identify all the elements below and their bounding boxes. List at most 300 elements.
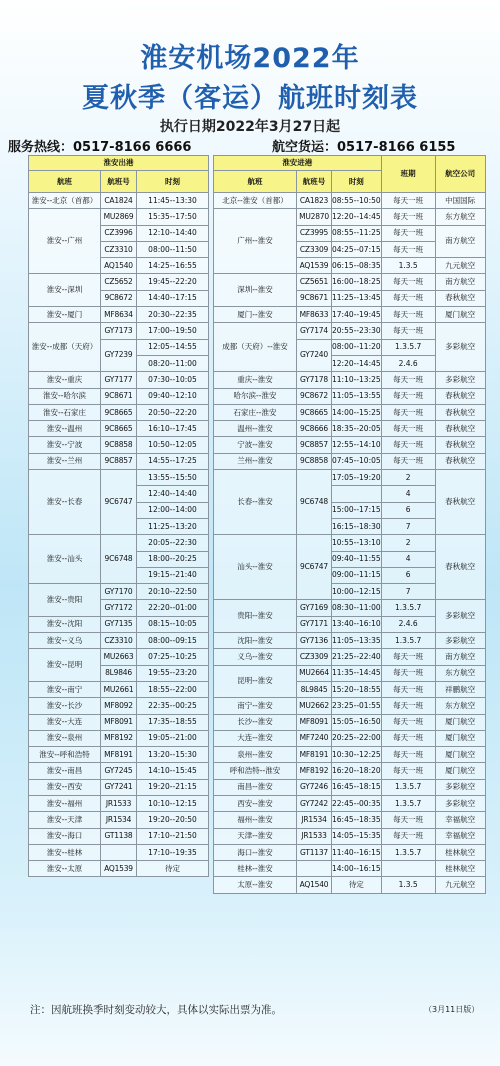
flight-number: CZ5651 xyxy=(297,274,332,290)
flight-time: 16:00--18:25 xyxy=(332,274,382,290)
table-row xyxy=(29,812,209,828)
table-row xyxy=(214,323,486,339)
flight-time: 14:00--15:25 xyxy=(332,404,382,420)
flight-time: 08:00--09:15 xyxy=(137,633,209,649)
flight-number: 9C8672 xyxy=(101,290,137,306)
schedule-days: 2.4.6 xyxy=(381,355,435,371)
flight-time: 14:00--16:15 xyxy=(332,861,382,877)
flight-number: JR1534 xyxy=(101,812,137,828)
table-row xyxy=(214,698,486,714)
flight-time: 12:40--14:40 xyxy=(137,486,209,502)
airline: 东方航空 xyxy=(435,698,485,714)
flight-time: 13:55--15:50 xyxy=(137,470,209,486)
flight-time: 17:10--19:35 xyxy=(137,844,209,860)
route-cell: 淮安--深圳 xyxy=(29,274,101,307)
airline: 春秋航空 xyxy=(435,453,485,469)
flight-number: 9C8858 xyxy=(101,437,137,453)
schedule-days: 每天一班 xyxy=(381,453,435,469)
flight-number: GY7177 xyxy=(101,372,137,388)
flight-time: 待定 xyxy=(332,877,382,893)
schedule-days: 1.3.5.7 xyxy=(381,844,435,860)
flight-number: GY7172 xyxy=(101,600,137,616)
schedule-days: 每天一班 xyxy=(381,225,435,241)
flight-number: GT1138 xyxy=(101,828,137,844)
flight-number: GY7174 xyxy=(297,323,332,339)
route-cell: 北京--淮安（首都） xyxy=(214,193,297,209)
flight-number: GY7171 xyxy=(297,616,332,632)
table-row xyxy=(214,779,486,795)
table-row xyxy=(29,193,209,209)
table-row xyxy=(214,861,486,877)
airline: 南方航空 xyxy=(435,274,485,290)
flight-time: 15:20--18:55 xyxy=(332,681,382,697)
flight-number: GY7239 xyxy=(101,339,137,372)
flight-number: 9C6747 xyxy=(101,470,137,535)
schedule-days: 7 xyxy=(381,584,435,600)
schedule-days: 每天一班 xyxy=(381,421,435,437)
flight-time: 12:20--14:45 xyxy=(332,209,382,225)
schedule-days: 每天一班 xyxy=(381,812,435,828)
flight-time: 10:55--13:10 xyxy=(332,535,382,551)
route-cell: 义乌--淮安 xyxy=(214,649,297,665)
route-cell: 南昌--淮安 xyxy=(214,779,297,795)
flight-time: 09:00--11:15 xyxy=(332,567,382,583)
flight-time: 14:55--17:25 xyxy=(137,453,209,469)
flight-number: 8L9845 xyxy=(297,681,332,697)
flight-number: CZ3995 xyxy=(297,225,332,241)
schedule-days: 每天一班 xyxy=(381,763,435,779)
table-row xyxy=(29,616,209,632)
flight-time: 11:05--13:35 xyxy=(332,633,382,649)
flight-number: 9C8666 xyxy=(297,421,332,437)
flight-time: 14:40--17:15 xyxy=(137,290,209,306)
flight-number: 9C8665 xyxy=(297,404,332,420)
route-cell: 淮安--贵阳 xyxy=(29,584,101,617)
schedule-days: 2.4.6 xyxy=(381,616,435,632)
airline: 多彩航空 xyxy=(435,779,485,795)
flight-number: MF8092 xyxy=(101,698,137,714)
table-row xyxy=(29,861,209,877)
flight-number: MF8191 xyxy=(297,747,332,763)
dep-header-0: 航班 xyxy=(29,171,101,193)
flight-number: GY7136 xyxy=(297,633,332,649)
arr-header-4: 航空公司 xyxy=(435,156,485,193)
flight-number: GY7178 xyxy=(297,372,332,388)
route-cell: 淮安--南宁 xyxy=(29,681,101,697)
flight-time: 15:05--16:50 xyxy=(332,714,382,730)
airline: 春秋航空 xyxy=(435,388,485,404)
table-row xyxy=(29,698,209,714)
airline: 多彩航空 xyxy=(435,323,485,372)
table-row xyxy=(214,633,486,649)
flight-time: 12:00--14:00 xyxy=(137,502,209,518)
table-row xyxy=(29,730,209,746)
flight-time: 20:50--22:20 xyxy=(137,404,209,420)
flight-number: CA1824 xyxy=(101,193,137,209)
table-row xyxy=(29,323,209,339)
schedule-days: 1.3.5.7 xyxy=(381,339,435,355)
flight-number: 9C8857 xyxy=(297,437,332,453)
arr-header-3: 班期 xyxy=(381,156,435,193)
airline: 九元航空 xyxy=(435,258,485,274)
table-row xyxy=(29,763,209,779)
flight-time: 22:20--01:00 xyxy=(137,600,209,616)
route-cell: 福州--淮安 xyxy=(214,812,297,828)
flight-number: CA1823 xyxy=(297,193,332,209)
flight-number: 9C6747 xyxy=(297,535,332,600)
flight-number: 9C8665 xyxy=(101,421,137,437)
flight-number: MF8634 xyxy=(101,307,137,323)
flight-time: 16:45--18:15 xyxy=(332,779,382,795)
route-cell: 重庆--淮安 xyxy=(214,372,297,388)
flight-number: GY7135 xyxy=(101,616,137,632)
airline: 南方航空 xyxy=(435,225,485,258)
schedule-days: 每天一班 xyxy=(381,714,435,730)
table-row xyxy=(29,633,209,649)
flight-time: 19:55--23:20 xyxy=(137,665,209,681)
flight-number: 9C8672 xyxy=(297,388,332,404)
table-row xyxy=(29,404,209,420)
airline: 多彩航空 xyxy=(435,633,485,649)
schedule-days: 1.3.5.7 xyxy=(381,795,435,811)
table-row xyxy=(214,877,486,893)
flight-time: 22:45--00:35 xyxy=(332,795,382,811)
flight-time: 11:45--13:30 xyxy=(137,193,209,209)
flight-time: 11:10--13:25 xyxy=(332,372,382,388)
table-row xyxy=(29,274,209,290)
flight-number: MU2663 xyxy=(101,649,137,665)
flight-time: 17:40--19:45 xyxy=(332,307,382,323)
airline: 厦门航空 xyxy=(435,730,485,746)
airline: 祥鹏航空 xyxy=(435,681,485,697)
flight-time: 15:35--17:50 xyxy=(137,209,209,225)
schedule-days: 1.3.5.7 xyxy=(381,779,435,795)
schedule-days: 1.3.5 xyxy=(381,258,435,274)
route-cell: 哈尔滨--淮安 xyxy=(214,388,297,404)
flight-number: MU2869 xyxy=(101,209,137,225)
route-cell: 淮安--大连 xyxy=(29,714,101,730)
flight-time: 19:05--21:00 xyxy=(137,730,209,746)
flight-number: CZ3309 xyxy=(297,649,332,665)
route-cell: 广州--淮安 xyxy=(214,209,297,274)
route-cell: 淮安--西安 xyxy=(29,779,101,795)
route-cell: 淮安--沈阳 xyxy=(29,616,101,632)
table-row xyxy=(29,535,209,551)
arr-group-header: 淮安进港 xyxy=(214,156,382,171)
route-cell: 淮安--长沙 xyxy=(29,698,101,714)
airline: 春秋航空 xyxy=(435,437,485,453)
flight-time: 12:10--14:40 xyxy=(137,225,209,241)
flight-time: 18:35--20:05 xyxy=(332,421,382,437)
route-cell: 石家庄--淮安 xyxy=(214,404,297,420)
flight-time: 12:55--14:10 xyxy=(332,437,382,453)
table-row xyxy=(214,747,486,763)
flight-time: 19:15--21:40 xyxy=(137,567,209,583)
flight-number: JR1533 xyxy=(297,828,332,844)
flight-time: 08:55--10:50 xyxy=(332,193,382,209)
flight-time: 14:05--15:35 xyxy=(332,828,382,844)
route-cell: 淮安--南昌 xyxy=(29,763,101,779)
flight-number: 9C8857 xyxy=(101,453,137,469)
table-row xyxy=(214,307,486,323)
table-row xyxy=(29,453,209,469)
schedule-days: 1.3.5.7 xyxy=(381,633,435,649)
flight-time: 11:05--13:55 xyxy=(332,388,382,404)
flight-time: 20:25--22:00 xyxy=(332,730,382,746)
schedule-days: 每天一班 xyxy=(381,828,435,844)
table-row xyxy=(29,307,209,323)
schedule-days: 4 xyxy=(381,551,435,567)
flight-time: 13:40--16:10 xyxy=(332,616,382,632)
flight-time: 10:50--12:05 xyxy=(137,437,209,453)
route-cell: 淮安--哈尔滨 xyxy=(29,388,101,404)
page-title-line1: 淮安机场2022年 xyxy=(140,43,360,74)
flight-time: 19:20--21:15 xyxy=(137,779,209,795)
schedule-days: 每天一班 xyxy=(381,372,435,388)
flight-number: AQ1539 xyxy=(101,861,137,877)
schedule-days: 6 xyxy=(381,502,435,518)
flight-number xyxy=(101,844,137,860)
route-cell: 淮安--汕头 xyxy=(29,535,101,584)
table-row xyxy=(214,812,486,828)
schedule-days: 每天一班 xyxy=(381,681,435,697)
route-cell: 淮安--长春 xyxy=(29,470,101,535)
table-row xyxy=(29,779,209,795)
flight-time: 10:00--12:15 xyxy=(332,584,382,600)
flight-number: 9C8671 xyxy=(101,388,137,404)
flight-number: GY7241 xyxy=(101,779,137,795)
table-row xyxy=(29,470,209,486)
schedule-days: 每天一班 xyxy=(381,323,435,339)
flight-time: 14:25--16:55 xyxy=(137,258,209,274)
table-row xyxy=(214,421,486,437)
flight-number: AQ1540 xyxy=(101,258,137,274)
flight-time: 22:35--00:25 xyxy=(137,698,209,714)
route-cell: 淮安--兰州 xyxy=(29,453,101,469)
flight-number: MF7240 xyxy=(297,730,332,746)
route-cell: 泉州--淮安 xyxy=(214,747,297,763)
flight-time: 20:10--22:50 xyxy=(137,584,209,600)
table-row xyxy=(214,437,486,453)
route-cell: 淮安--广州 xyxy=(29,209,101,274)
flight-time: 08:20--11:00 xyxy=(137,355,209,371)
flight-time: 11:25--13:45 xyxy=(332,290,382,306)
flight-time: 19:20--20:50 xyxy=(137,812,209,828)
schedule-days xyxy=(381,861,435,877)
flight-time: 16:10--17:45 xyxy=(137,421,209,437)
flight-number: MF8191 xyxy=(101,747,137,763)
route-cell: 深圳--淮安 xyxy=(214,274,297,307)
flight-time: 20:05--22:30 xyxy=(137,535,209,551)
airline: 九元航空 xyxy=(435,877,485,893)
route-cell: 淮安--重庆 xyxy=(29,372,101,388)
flight-number: MF8633 xyxy=(297,307,332,323)
flight-time: 09:40--11:55 xyxy=(332,551,382,567)
airline: 多彩航空 xyxy=(435,600,485,633)
flight-number: CZ3309 xyxy=(297,241,332,257)
flight-time: 11:25--13:20 xyxy=(137,518,209,534)
flight-number: MF8192 xyxy=(101,730,137,746)
route-cell: 淮安--太原 xyxy=(29,861,101,877)
arr-header-1: 航班号 xyxy=(297,171,332,193)
flight-number: GY7240 xyxy=(297,339,332,372)
table-row xyxy=(214,763,486,779)
flight-number: CZ5652 xyxy=(101,274,137,290)
flight-time: 07:25--10:25 xyxy=(137,649,209,665)
flight-time: 08:00--11:20 xyxy=(332,339,382,355)
route-cell: 温州--淮安 xyxy=(214,421,297,437)
route-cell: 长春--淮安 xyxy=(214,470,297,535)
route-cell: 天津--淮安 xyxy=(214,828,297,844)
flight-number: GT1137 xyxy=(297,844,332,860)
flight-time: 08:00--11:50 xyxy=(137,241,209,257)
schedule-days: 6 xyxy=(381,567,435,583)
table-row xyxy=(214,649,486,665)
route-cell: 桂林--淮安 xyxy=(214,861,297,877)
flight-number: GY7170 xyxy=(101,584,137,600)
flight-time: 12:20--14:45 xyxy=(332,355,382,371)
table-row xyxy=(214,388,486,404)
flight-number xyxy=(297,861,332,877)
schedule-days: 1.3.5.7 xyxy=(381,600,435,616)
schedule-days: 4 xyxy=(381,486,435,502)
route-cell: 淮安--呼和浩特 xyxy=(29,747,101,763)
route-cell: 昆明--淮安 xyxy=(214,665,297,698)
service-hotline: 服务热线：0517-8166 6666 xyxy=(8,140,192,155)
route-cell: 宁波--淮安 xyxy=(214,437,297,453)
route-cell: 淮安--泉州 xyxy=(29,730,101,746)
schedule-days: 每天一班 xyxy=(381,307,435,323)
table-row xyxy=(29,437,209,453)
dep-header-2: 时刻 xyxy=(137,171,209,193)
airline: 春秋航空 xyxy=(435,404,485,420)
flight-number: MU2661 xyxy=(101,681,137,697)
flight-number: 8L9846 xyxy=(101,665,137,681)
airline: 中国国际 xyxy=(435,193,485,209)
schedule-days: 每天一班 xyxy=(381,437,435,453)
flight-time: 06:15--08:35 xyxy=(332,258,382,274)
airline: 幸福航空 xyxy=(435,828,485,844)
route-cell: 厦门--淮安 xyxy=(214,307,297,323)
schedule-days: 2 xyxy=(381,470,435,486)
route-cell: 海口--淮安 xyxy=(214,844,297,860)
route-cell: 沈阳--淮安 xyxy=(214,633,297,649)
table-row xyxy=(214,535,486,551)
table-row xyxy=(214,404,486,420)
page-title-line2: 夏秋季（客运）航班时刻表 xyxy=(82,83,418,114)
table-row xyxy=(214,714,486,730)
airline: 厦门航空 xyxy=(435,747,485,763)
flight-time xyxy=(332,486,382,502)
table-row xyxy=(29,681,209,697)
route-cell: 淮安--石家庄 xyxy=(29,404,101,420)
route-cell: 淮安--厦门 xyxy=(29,307,101,323)
dep-header-1: 航班号 xyxy=(101,171,137,193)
table-row xyxy=(214,844,486,860)
table-row xyxy=(214,730,486,746)
flight-time: 07:45--10:05 xyxy=(332,453,382,469)
version-label: （3月11日版） xyxy=(424,1005,480,1014)
flight-time: 15:00--17:15 xyxy=(332,502,382,518)
table-row xyxy=(214,665,486,681)
route-cell: 贵阳--淮安 xyxy=(214,600,297,633)
flight-number: CZ3310 xyxy=(101,241,137,257)
table-row xyxy=(29,649,209,665)
route-cell: 西安--淮安 xyxy=(214,795,297,811)
airline: 厦门航空 xyxy=(435,307,485,323)
flight-time: 14:10--15:45 xyxy=(137,763,209,779)
airline: 厦门航空 xyxy=(435,763,485,779)
airline: 多彩航空 xyxy=(435,372,485,388)
table-row xyxy=(214,600,486,616)
flight-time: 11:40--16:15 xyxy=(332,844,382,860)
airline: 桂林航空 xyxy=(435,861,485,877)
table-row xyxy=(214,453,486,469)
flight-time: 19:45--22:20 xyxy=(137,274,209,290)
flight-number: 9C8858 xyxy=(297,453,332,469)
table-row xyxy=(214,193,486,209)
route-cell: 淮安--昆明 xyxy=(29,649,101,682)
arr-header-2: 时刻 xyxy=(332,171,382,193)
table-row xyxy=(29,421,209,437)
table-row xyxy=(29,828,209,844)
flight-number: 9C6748 xyxy=(297,470,332,535)
flight-time: 11:35--14:45 xyxy=(332,665,382,681)
flight-time: 10:30--12:25 xyxy=(332,747,382,763)
table-row xyxy=(29,209,209,225)
flight-time: 07:30--10:05 xyxy=(137,372,209,388)
schedule-days: 7 xyxy=(381,518,435,534)
flight-time: 16:45--18:35 xyxy=(332,812,382,828)
table-row xyxy=(214,795,486,811)
dep-group-header: 淮安出港 xyxy=(29,156,209,171)
flight-number: MU2662 xyxy=(297,698,332,714)
airline: 厦门航空 xyxy=(435,714,485,730)
flight-number: MF8091 xyxy=(101,714,137,730)
flight-time: 20:55--23:30 xyxy=(332,323,382,339)
route-cell: 大连--淮安 xyxy=(214,730,297,746)
flight-time: 16:15--18:30 xyxy=(332,518,382,534)
schedule-days: 每天一班 xyxy=(381,241,435,257)
route-cell: 淮安--成都（天府） xyxy=(29,323,101,372)
cargo-hotline: 航空货运：0517-8166 6155 xyxy=(272,140,456,155)
flight-time: 17:10--21:50 xyxy=(137,828,209,844)
route-cell: 淮安--福州 xyxy=(29,795,101,811)
airline: 春秋航空 xyxy=(435,290,485,306)
flight-time: 23:25--01:55 xyxy=(332,698,382,714)
route-cell: 淮安--温州 xyxy=(29,421,101,437)
schedule-days: 每天一班 xyxy=(381,209,435,225)
flight-time: 09:40--12:10 xyxy=(137,388,209,404)
flight-number: AQ1540 xyxy=(297,877,332,893)
flight-number: GY7245 xyxy=(101,763,137,779)
schedule-days: 每天一班 xyxy=(381,747,435,763)
flight-time: 08:30--11:00 xyxy=(332,600,382,616)
flight-number: MU2870 xyxy=(297,209,332,225)
table-row xyxy=(214,274,486,290)
flight-time: 21:25--22:40 xyxy=(332,649,382,665)
footnote: 注：因航班换季时刻变动较大，具体以实际出票为准。 xyxy=(30,1004,282,1016)
airline: 桂林航空 xyxy=(435,844,485,860)
schedule-days: 每天一班 xyxy=(381,730,435,746)
schedule-days: 每天一班 xyxy=(381,290,435,306)
route-cell: 淮安--宁波 xyxy=(29,437,101,453)
flight-time: 08:55--11:25 xyxy=(332,225,382,241)
flight-number: MF8091 xyxy=(297,714,332,730)
schedule-days: 1.3.5 xyxy=(381,877,435,893)
route-cell: 长沙--淮安 xyxy=(214,714,297,730)
route-cell: 淮安--海口 xyxy=(29,828,101,844)
